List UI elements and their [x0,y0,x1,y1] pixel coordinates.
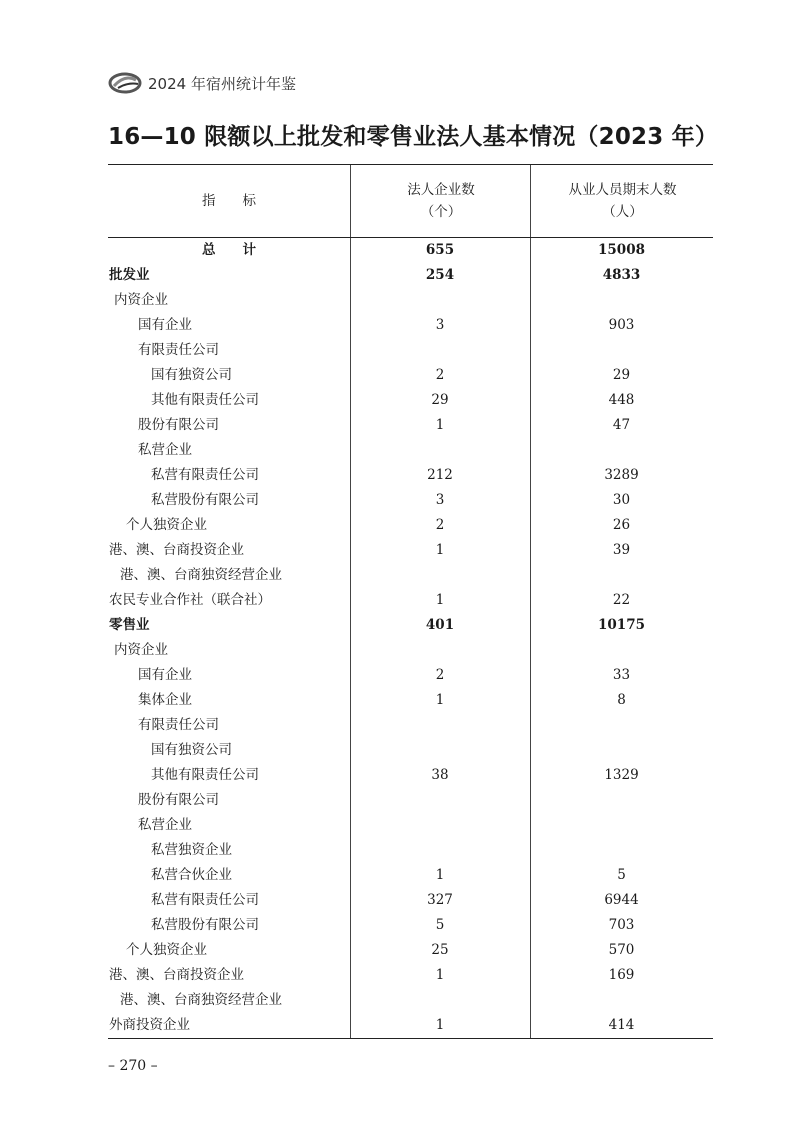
table-row [108,763,713,788]
employee-count-cell: 3289 [604,467,639,483]
table-row [108,488,713,513]
employee-count-cell: 33 [612,667,631,683]
row-label: 港、澳、台商独资经营企业 [120,992,282,1008]
yearbook-logo-icon [108,72,142,94]
row-label: 有限责任公司 [138,342,219,358]
enterprise-count-cell: 1 [435,967,445,983]
enterprise-count-cell: 212 [427,467,453,483]
enterprise-count-cell: 401 [425,617,455,633]
table-row [108,288,713,313]
row-label: 其他有限责任公司 [151,767,259,783]
employee-count-cell: 4833 [602,267,641,283]
row-label: 私营有限责任公司 [151,467,259,483]
header-enterprise-count-unit: （个） [420,204,462,220]
table-row [108,613,713,638]
enterprise-count-cell: 5 [435,917,445,933]
row-label: 国有企业 [138,667,192,683]
enterprise-count-cell: 1 [435,1017,445,1033]
table-row [108,513,713,538]
row-label: 零售业 [109,617,150,633]
enterprise-count-cell: 29 [431,392,449,408]
row-label: 私营有限责任公司 [151,892,259,908]
employee-count-cell: 1329 [604,767,639,783]
table-row [108,563,713,588]
enterprise-count-cell: 1 [435,692,445,708]
employee-count-cell: 29 [612,367,631,383]
enterprise-count-cell: 327 [427,892,453,908]
row-label: 个人独资企业 [126,517,207,533]
row-label: 有限责任公司 [138,717,219,733]
table-row [108,413,713,438]
employee-count-cell: 22 [612,592,631,608]
employee-count-cell: 6944 [604,892,639,908]
employee-count-cell: 169 [608,967,635,983]
table-body [108,238,713,1039]
enterprise-count-cell: 1 [435,592,445,608]
enterprise-count-cell: 1 [435,542,445,558]
employee-count-cell: 570 [608,942,635,958]
row-label: 港、澳、台商投资企业 [109,542,244,558]
row-label: 内资企业 [114,642,168,658]
row-label: 港、澳、台商投资企业 [109,967,244,983]
row-label: 港、澳、台商独资经营企业 [120,567,282,583]
table-row [108,988,713,1013]
table-row [108,363,713,388]
table-header [108,164,713,238]
row-label: 国有独资公司 [151,367,232,383]
enterprise-count-cell: 2 [435,667,445,683]
table-row [108,788,713,813]
page-header [108,68,296,98]
table-row [108,1013,713,1038]
employee-count-cell: 703 [608,917,635,933]
table-row [108,538,713,563]
header-indicator [108,165,350,237]
row-label: 国有企业 [138,317,192,333]
table-row [108,863,713,888]
table-row [108,438,713,463]
table-row [108,813,713,838]
enterprise-count-cell: 2 [435,517,445,533]
employee-count-cell: 8 [617,692,626,708]
header-employee-count-unit: （人） [602,204,643,220]
table-row [108,738,713,763]
header-employee-count-label: 从业人员期末人数 [568,182,677,198]
table-row [108,263,713,288]
row-label: 私营合伙企业 [151,867,232,883]
table-row [108,663,713,688]
employee-count-cell: 39 [612,542,631,558]
enterprise-count-cell: 25 [431,942,449,958]
row-label: 私营股份有限公司 [151,492,259,508]
employee-count-cell: 448 [608,392,635,408]
table-row [108,388,713,413]
table-row [108,463,713,488]
row-label: 私营独资企业 [151,842,232,858]
row-label: 内资企业 [114,292,168,308]
enterprise-count-cell: 38 [431,767,449,783]
row-label: 外商投资企业 [109,1017,190,1033]
table-row [108,238,713,263]
table-row [108,638,713,663]
row-label: 私营企业 [138,442,192,458]
header-employee-count [530,165,714,237]
row-label: 国有独资公司 [151,742,232,758]
enterprise-count-cell: 1 [435,417,445,433]
employee-count-cell: 10175 [598,617,645,633]
row-label: 总 计 [202,242,256,258]
enterprise-count-cell: 2 [435,367,445,383]
employee-count-cell: 15008 [598,242,645,258]
header-indicator-label: 指 标 [202,193,256,209]
page-number: – 270 – [108,1058,158,1074]
row-label: 私营企业 [138,817,192,833]
table-row [108,588,713,613]
enterprise-count-cell: 1 [435,867,445,883]
row-label: 个人独资企业 [126,942,207,958]
data-table [108,164,713,1039]
table-row [108,963,713,988]
employee-count-cell: 414 [608,1017,635,1033]
row-label: 批发业 [109,267,150,283]
enterprise-count-cell: 3 [435,317,445,333]
table-title: 16—10 限额以上批发和零售业法人基本情况（2023 年） [108,124,719,150]
employee-count-cell: 47 [612,417,631,433]
row-label: 集体企业 [138,692,192,708]
book-title: 2024 年宿州统计年鉴 [148,74,296,93]
enterprise-count-cell: 3 [435,492,445,508]
table-row [108,913,713,938]
table-row [108,838,713,863]
table-row [108,338,713,363]
table-row [108,888,713,913]
row-label: 股份有限公司 [138,792,219,808]
enterprise-count-cell: 655 [425,242,455,258]
row-label: 股份有限公司 [138,417,219,433]
row-label: 其他有限责任公司 [151,392,259,408]
employee-count-cell: 26 [612,517,631,533]
row-label: 私营股份有限公司 [151,917,259,933]
table-row [108,688,713,713]
employee-count-cell: 30 [612,492,631,508]
table-row [108,938,713,963]
header-enterprise-count-label: 法人企业数 [407,182,475,198]
employee-count-cell: 5 [617,867,626,883]
employee-count-cell: 903 [608,317,635,333]
header-enterprise-count [350,165,531,237]
table-row [108,713,713,738]
table-row [108,313,713,338]
row-label: 农民专业合作社（联合社） [109,592,271,608]
enterprise-count-cell: 254 [425,267,455,283]
